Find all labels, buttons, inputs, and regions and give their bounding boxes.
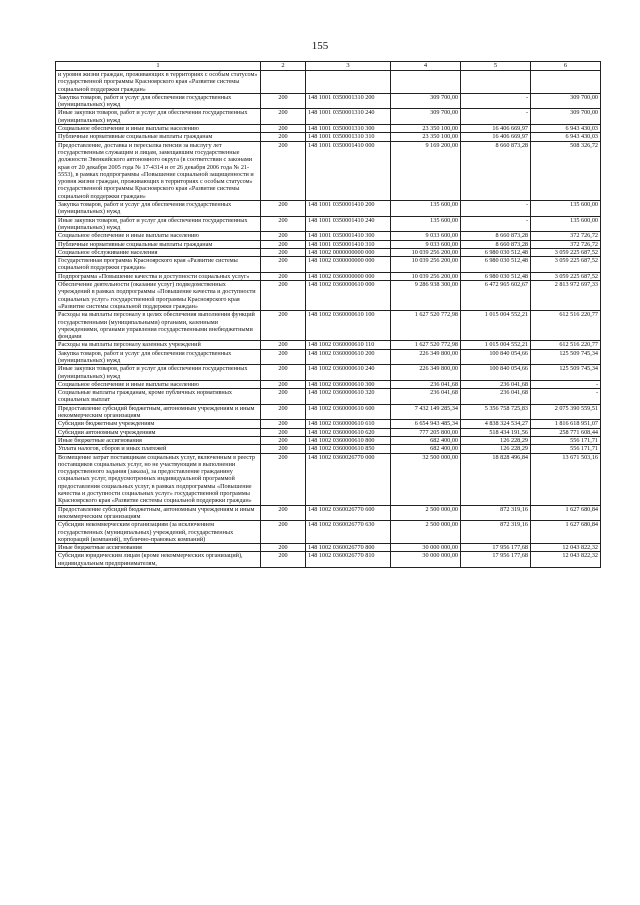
row-kbk-cell: 148 1001 0350001410 240 — [306, 216, 391, 232]
row-code-cell — [261, 71, 306, 94]
table-row — [56, 272, 601, 280]
row-code-cell: 200 — [261, 453, 306, 505]
row-unexecuted-cell: 612 516 220,77 — [531, 311, 601, 341]
row-unexecuted-cell: 309 700,00 — [531, 109, 601, 125]
column-header: 5 — [461, 62, 531, 71]
row-name-cell: Закупка товаров, работ и услуг для обеспечения государственных (муниципальных) нужд — [56, 349, 261, 365]
row-approved-cell: 6 654 943 485,34 — [391, 420, 461, 428]
row-name-cell: Возмещение затрат поставщикам социальных услуг, включенным в реестр поставщиков социальных услуг, но не участвующим в выполнении государственного задания (заказа), за предоставление гражданину социальных услуг, предусмотренных индивидуальной программой предоставления социальных услуг, в рамках подпрограммы «Повышение качества и доступности социальных услуг» государственной программы Красноярского края «Развитие системы социальной поддержки граждан» — [56, 453, 261, 505]
row-executed-cell: 17 956 177,68 — [461, 552, 531, 568]
row-unexecuted-cell: 556 171,71 — [531, 445, 601, 453]
row-executed-cell: 16 406 669,97 — [461, 133, 531, 141]
table-row — [56, 71, 601, 94]
table-row — [56, 365, 601, 381]
row-kbk-cell: 148 1002 0360000610 620 — [306, 428, 391, 436]
row-kbk-cell: 148 1001 0350001310 300 — [306, 125, 391, 133]
row-code-cell: 200 — [261, 389, 306, 405]
row-name-cell: Субсидии автономным учреждениям — [56, 428, 261, 436]
row-name-cell: Публичные нормативные социальные выплаты гражданам — [56, 133, 261, 141]
row-kbk-cell: 148 1002 0360026770 600 — [306, 505, 391, 521]
row-kbk-cell: 148 1002 0360026770 800 — [306, 544, 391, 552]
row-approved-cell: 135 600,00 — [391, 201, 461, 217]
row-name-cell: Субсидии юридическим лицам (кроме некоммерческих организаций), индивидуальным предпринимателям, — [56, 552, 261, 568]
row-name-cell: Обеспечение деятельности (оказание услуг) подведомственных учреждений в рамках подпрограммы «Повышение качества и доступности социальных услуг» государственной программы Красноярского края «Развитие системы социальной поддержки граждан» — [56, 281, 261, 311]
row-name-cell: Субсидии бюджетным учреждениям — [56, 420, 261, 428]
table-row — [56, 216, 601, 232]
row-name-cell: и уровня жизни граждан, проживающих в территориях с особым статусом» государственной программы Красноярского края «Развитие системы социальной поддержки граждан» — [56, 71, 261, 94]
row-executed-cell: 18 828 496,84 — [461, 453, 531, 505]
row-executed-cell: 4 838 324 534,27 — [461, 420, 531, 428]
table-row — [56, 404, 601, 420]
row-unexecuted-cell: 6 943 430,03 — [531, 133, 601, 141]
row-name-cell: Социальное обеспечение и иные выплаты населению — [56, 125, 261, 133]
table-row — [56, 544, 601, 552]
row-kbk-cell: 148 1002 0000000000 000 — [306, 248, 391, 256]
row-approved-cell: 226 349 800,00 — [391, 349, 461, 365]
row-unexecuted-cell: 1 627 680,84 — [531, 521, 601, 544]
table-row — [56, 281, 601, 311]
row-executed-cell: 5 356 758 725,83 — [461, 404, 531, 420]
table-row — [56, 201, 601, 217]
row-kbk-cell: 148 1002 0360000610 110 — [306, 341, 391, 349]
row-kbk-cell: 148 1001 0350001310 200 — [306, 93, 391, 109]
row-approved-cell: 9 033 600,00 — [391, 240, 461, 248]
row-kbk-cell: 148 1002 0360000610 610 — [306, 420, 391, 428]
row-executed-cell: 8 660 873,28 — [461, 232, 531, 240]
row-code-cell: 200 — [261, 133, 306, 141]
row-unexecuted-cell: 3 059 225 687,52 — [531, 272, 601, 280]
table-row — [56, 133, 601, 141]
row-approved-cell: 236 041,68 — [391, 389, 461, 405]
row-code-cell: 200 — [261, 404, 306, 420]
row-kbk-cell — [306, 71, 391, 94]
row-name-cell: Иные бюджетные ассигнования — [56, 544, 261, 552]
table-row — [56, 349, 601, 365]
row-approved-cell: 1 627 520 772,98 — [391, 311, 461, 341]
row-unexecuted-cell: 556 171,71 — [531, 436, 601, 444]
row-unexecuted-cell: 12 043 822,32 — [531, 544, 601, 552]
table-row — [56, 436, 601, 444]
row-code-cell: 200 — [261, 505, 306, 521]
row-unexecuted-cell — [531, 71, 601, 94]
row-executed-cell: 6 980 030 512,48 — [461, 272, 531, 280]
row-executed-cell: 6 980 030 512,48 — [461, 248, 531, 256]
row-approved-cell: 777 205 800,00 — [391, 428, 461, 436]
row-approved-cell: 1 627 520 772,98 — [391, 341, 461, 349]
row-approved-cell: 30 000 000,00 — [391, 544, 461, 552]
table-row — [56, 257, 601, 273]
row-kbk-cell: 148 1002 0360000610 240 — [306, 365, 391, 381]
row-executed-cell: 8 660 873,28 — [461, 240, 531, 248]
row-name-cell: Государственная программа Красноярского края «Развитие системы социальной поддержки граждан» — [56, 257, 261, 273]
row-unexecuted-cell: - — [531, 389, 601, 405]
row-code-cell: 200 — [261, 141, 306, 200]
table-header-row — [56, 62, 601, 71]
row-code-cell: 200 — [261, 272, 306, 280]
row-code-cell: 200 — [261, 428, 306, 436]
table-row — [56, 311, 601, 341]
row-name-cell: Подпрограмма «Повышение качества и доступности социальных услуг» — [56, 272, 261, 280]
table-row — [56, 380, 601, 388]
row-kbk-cell: 148 1002 0360000610 320 — [306, 389, 391, 405]
row-executed-cell: 518 434 191,56 — [461, 428, 531, 436]
row-approved-cell: 32 500 000,00 — [391, 453, 461, 505]
row-name-cell: Иные бюджетные ассигнования — [56, 436, 261, 444]
row-kbk-cell: 148 1002 0360026770 810 — [306, 552, 391, 568]
row-kbk-cell: 148 1002 0360000000 000 — [306, 272, 391, 280]
row-executed-cell: 872 319,16 — [461, 505, 531, 521]
row-unexecuted-cell: 6 943 430,03 — [531, 125, 601, 133]
table-row — [56, 445, 601, 453]
row-executed-cell: 6 472 965 602,67 — [461, 281, 531, 311]
table-row — [56, 552, 601, 568]
row-unexecuted-cell: 13 671 503,16 — [531, 453, 601, 505]
row-code-cell: 200 — [261, 445, 306, 453]
row-code-cell: 200 — [261, 436, 306, 444]
table-row — [56, 428, 601, 436]
row-name-cell: Предоставление, доставка и пересылка пенсии за выслугу лет государственным служащим и лицам, замещавшим государственные должности Эвенкийского автономного округа (в соответствии с законами края от 20 декабря 2005 года № 17-4314 и от 26 декабря 2006 года № 21-5553), в рамках подпрограммы «Повышение социальной защищенности и уровня жизни граждан, проживающих в территориях с особым статусом» государственной программы Красноярского края «Развитие системы социальной поддержки граждан» — [56, 141, 261, 200]
row-unexecuted-cell: 125 509 745,34 — [531, 365, 601, 381]
row-unexecuted-cell: 135 600,00 — [531, 216, 601, 232]
column-header: 4 — [391, 62, 461, 71]
row-kbk-cell: 148 1002 0360026770 000 — [306, 453, 391, 505]
row-approved-cell: 226 349 800,00 — [391, 365, 461, 381]
row-executed-cell: 17 956 177,68 — [461, 544, 531, 552]
row-name-cell: Публичные нормативные социальные выплаты гражданам — [56, 240, 261, 248]
row-code-cell: 200 — [261, 201, 306, 217]
table-row — [56, 248, 601, 256]
row-kbk-cell: 148 1001 0350001310 310 — [306, 133, 391, 141]
row-approved-cell: 7 432 149 285,34 — [391, 404, 461, 420]
row-approved-cell: 135 600,00 — [391, 216, 461, 232]
table-row — [56, 109, 601, 125]
row-code-cell: 200 — [261, 281, 306, 311]
row-kbk-cell: 148 1001 0350001410 000 — [306, 141, 391, 200]
row-executed-cell: 1 015 004 552,21 — [461, 311, 531, 341]
row-unexecuted-cell: 372 726,72 — [531, 232, 601, 240]
row-executed-cell: 1 015 004 552,21 — [461, 341, 531, 349]
column-header: 3 — [306, 62, 391, 71]
row-executed-cell: - — [461, 93, 531, 109]
row-code-cell: 200 — [261, 552, 306, 568]
row-name-cell: Иные закупки товаров, работ и услуг для обеспечения государственных (муниципальных) нужд — [56, 109, 261, 125]
row-name-cell: Предоставление субсидий бюджетным, автономным учреждениям и иным некоммерческим организациям — [56, 505, 261, 521]
row-executed-cell: - — [461, 109, 531, 125]
row-kbk-cell: 148 1002 0360026770 630 — [306, 521, 391, 544]
row-code-cell: 200 — [261, 341, 306, 349]
table-row — [56, 341, 601, 349]
row-executed-cell: 8 660 873,28 — [461, 141, 531, 200]
row-code-cell: 200 — [261, 521, 306, 544]
row-unexecuted-cell: 508 326,72 — [531, 141, 601, 200]
row-approved-cell: 309 700,00 — [391, 93, 461, 109]
row-name-cell: Предоставление субсидий бюджетным, автономным учреждениям и иным некоммерческим организациям — [56, 404, 261, 420]
row-unexecuted-cell: 612 516 220,77 — [531, 341, 601, 349]
table-row — [56, 505, 601, 521]
row-code-cell: 200 — [261, 349, 306, 365]
row-name-cell: Социальное обеспечение и иные выплаты населению — [56, 380, 261, 388]
row-code-cell: 200 — [261, 544, 306, 552]
row-approved-cell: 10 039 256 200,00 — [391, 248, 461, 256]
row-name-cell: Уплата налогов, сборов и иных платежей — [56, 445, 261, 453]
row-name-cell: Расходы на выплаты персоналу казенных учреждений — [56, 341, 261, 349]
column-header: 1 — [56, 62, 261, 71]
row-code-cell: 200 — [261, 365, 306, 381]
row-kbk-cell: 148 1002 0360000610 850 — [306, 445, 391, 453]
row-unexecuted-cell: 12 043 822,32 — [531, 552, 601, 568]
row-name-cell: Социальное обслуживание населения — [56, 248, 261, 256]
row-executed-cell: 236 041,68 — [461, 380, 531, 388]
table-row — [56, 420, 601, 428]
row-kbk-cell: 148 1002 0360000610 300 — [306, 380, 391, 388]
row-approved-cell: 2 500 000,00 — [391, 505, 461, 521]
row-unexecuted-cell: 1 627 680,84 — [531, 505, 601, 521]
row-name-cell: Социальные выплаты гражданам, кроме публичных нормативных социальных выплат — [56, 389, 261, 405]
row-kbk-cell: 148 1001 0350001410 310 — [306, 240, 391, 248]
row-unexecuted-cell: 309 700,00 — [531, 93, 601, 109]
table-row — [56, 141, 601, 200]
row-kbk-cell: 148 1002 0360000610 600 — [306, 404, 391, 420]
row-kbk-cell: 148 1002 0300000000 000 — [306, 257, 391, 273]
table-row — [56, 453, 601, 505]
row-code-cell: 200 — [261, 311, 306, 341]
table-row — [56, 521, 601, 544]
row-name-cell: Субсидии некоммерческим организациям (за исключением государственных (муниципальных) учреждений, государственных корпораций (компаний), публично-правовых компаний) — [56, 521, 261, 544]
row-kbk-cell: 148 1002 0360000610 200 — [306, 349, 391, 365]
page-number: 155 — [311, 40, 329, 52]
row-executed-cell: 16 406 669,97 — [461, 125, 531, 133]
row-executed-cell: 872 319,16 — [461, 521, 531, 544]
row-approved-cell: 30 000 000,00 — [391, 552, 461, 568]
row-unexecuted-cell: - — [531, 380, 601, 388]
row-executed-cell — [461, 71, 531, 94]
row-unexecuted-cell: 2 075 390 559,51 — [531, 404, 601, 420]
table-row — [56, 232, 601, 240]
row-unexecuted-cell: 258 771 608,44 — [531, 428, 601, 436]
row-kbk-cell: 148 1001 0350001410 300 — [306, 232, 391, 240]
table-row — [56, 389, 601, 405]
row-executed-cell: 100 840 054,66 — [461, 349, 531, 365]
row-approved-cell: 2 500 000,00 — [391, 521, 461, 544]
row-code-cell: 200 — [261, 125, 306, 133]
row-code-cell: 200 — [261, 257, 306, 273]
row-name-cell: Иные закупки товаров, работ и услуг для обеспечения государственных (муниципальных) нужд — [56, 216, 261, 232]
row-unexecuted-cell: 3 059 225 687,52 — [531, 257, 601, 273]
row-approved-cell: 9 169 200,00 — [391, 141, 461, 200]
row-approved-cell: 23 350 100,00 — [391, 133, 461, 141]
row-kbk-cell: 148 1002 0360000610 000 — [306, 281, 391, 311]
row-executed-cell: 126 228,29 — [461, 436, 531, 444]
table-row — [56, 240, 601, 248]
row-executed-cell: - — [461, 216, 531, 232]
row-name-cell: Иные закупки товаров, работ и услуг для обеспечения государственных (муниципальных) нужд — [56, 365, 261, 381]
row-approved-cell: 682 400,00 — [391, 445, 461, 453]
table-row — [56, 93, 601, 109]
row-approved-cell: 9 033 600,00 — [391, 232, 461, 240]
row-approved-cell: 23 350 100,00 — [391, 125, 461, 133]
row-unexecuted-cell: 135 600,00 — [531, 201, 601, 217]
row-approved-cell: 682 400,00 — [391, 436, 461, 444]
row-code-cell: 200 — [261, 216, 306, 232]
row-code-cell: 200 — [261, 248, 306, 256]
row-unexecuted-cell: 2 813 972 697,33 — [531, 281, 601, 311]
row-name-cell: Расходы на выплаты персоналу в целях обеспечения выполнения функций государственными (муниципальными) органами, казенными учреждениями, органами управления государственными внебюджетными фондами — [56, 311, 261, 341]
row-approved-cell: 9 286 938 300,00 — [391, 281, 461, 311]
row-code-cell: 200 — [261, 240, 306, 248]
column-header: 2 — [261, 62, 306, 71]
row-approved-cell: 10 039 256 200,00 — [391, 272, 461, 280]
row-unexecuted-cell: 372 726,72 — [531, 240, 601, 248]
row-unexecuted-cell: 125 509 745,34 — [531, 349, 601, 365]
row-kbk-cell: 148 1001 0350001310 240 — [306, 109, 391, 125]
row-name-cell: Закупка товаров, работ и услуг для обеспечения государственных (муниципальных) нужд — [56, 93, 261, 109]
row-executed-cell: - — [461, 201, 531, 217]
row-kbk-cell: 148 1001 0350001410 200 — [306, 201, 391, 217]
row-unexecuted-cell: 3 059 225 687,52 — [531, 248, 601, 256]
row-code-cell: 200 — [261, 380, 306, 388]
row-code-cell: 200 — [261, 109, 306, 125]
row-executed-cell: 6 980 030 512,48 — [461, 257, 531, 273]
row-code-cell: 200 — [261, 420, 306, 428]
row-approved-cell: 10 039 256 200,00 — [391, 257, 461, 273]
row-unexecuted-cell: 1 816 618 951,07 — [531, 420, 601, 428]
row-name-cell: Закупка товаров, работ и услуг для обеспечения государственных (муниципальных) нужд — [56, 201, 261, 217]
row-executed-cell: 100 840 054,66 — [461, 365, 531, 381]
row-code-cell: 200 — [261, 93, 306, 109]
budget-execution-table — [55, 61, 601, 568]
row-approved-cell: 309 700,00 — [391, 109, 461, 125]
row-kbk-cell: 148 1002 0360000610 800 — [306, 436, 391, 444]
row-code-cell: 200 — [261, 232, 306, 240]
row-approved-cell: 236 041,68 — [391, 380, 461, 388]
row-executed-cell: 126 228,29 — [461, 445, 531, 453]
row-name-cell: Социальное обеспечение и иные выплаты населению — [56, 232, 261, 240]
row-approved-cell — [391, 71, 461, 94]
row-kbk-cell: 148 1002 0360000610 100 — [306, 311, 391, 341]
row-executed-cell: 236 041,68 — [461, 389, 531, 405]
table-row — [56, 125, 601, 133]
column-header: 6 — [531, 62, 601, 71]
